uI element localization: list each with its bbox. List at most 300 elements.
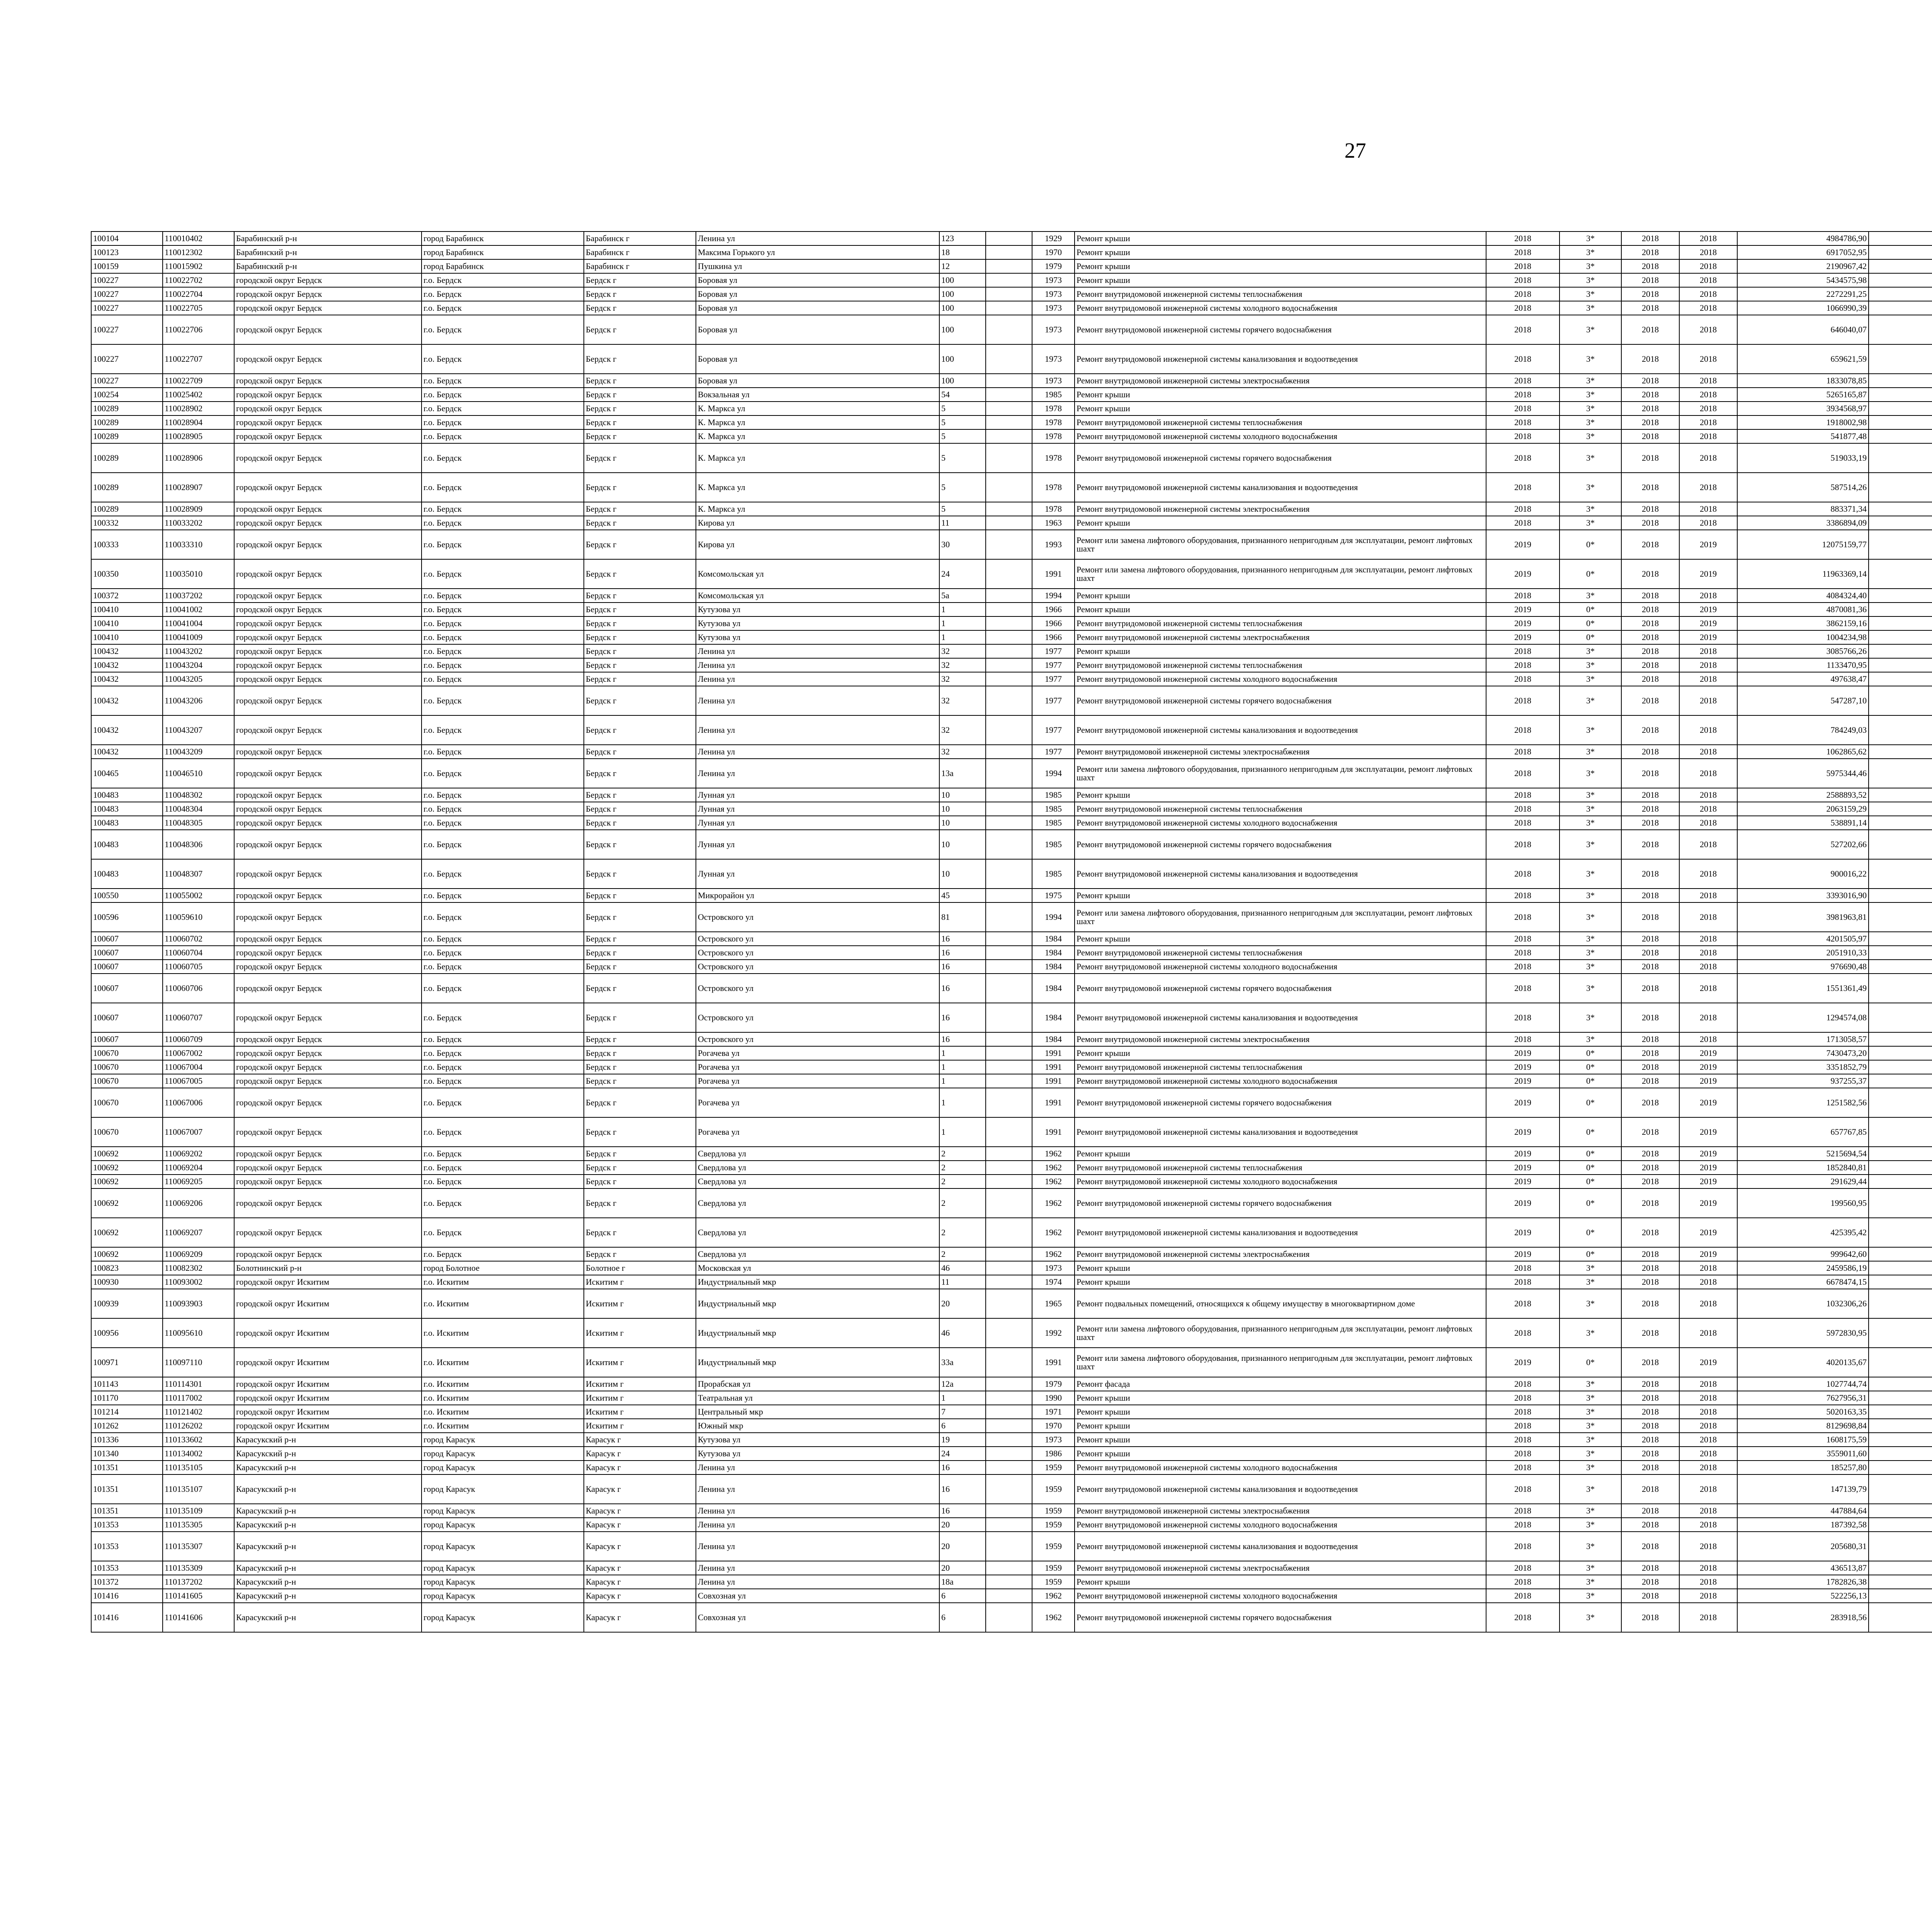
cell-work-type: Ремонт крыши <box>1075 644 1486 658</box>
cell-plan-year: 2018 <box>1486 315 1560 344</box>
cell-municipality: город Карасук <box>422 1603 584 1632</box>
cell-year-built: 1985 <box>1032 830 1075 859</box>
cell-building <box>986 1504 1032 1518</box>
cell-building <box>986 1575 1032 1589</box>
cell-work-type: Ремонт внутридомовой инженерной системы канализования и водоотведения <box>1075 859 1486 889</box>
cell-settlement: Бердск г <box>584 443 696 473</box>
cell-district: городской округ Бердск <box>234 1175 422 1188</box>
cell-end-year: 2018 <box>1679 1447 1737 1461</box>
cell-district: городской округ Бердск <box>234 402 422 415</box>
cell-settlement: Карасук г <box>584 1575 696 1589</box>
cell-total-cost: 3393016,90 <box>1737 889 1869 902</box>
cell-start-year: 2018 <box>1621 530 1679 559</box>
cell-owners-funds <box>1869 502 1932 516</box>
cell-start-year: 2018 <box>1621 830 1679 859</box>
cell-plan-year: 2019 <box>1486 1074 1560 1088</box>
cell-year-built: 1959 <box>1032 1561 1075 1575</box>
cell-street: Лунная ул <box>696 802 939 816</box>
table-row <box>91 344 1932 374</box>
cell-settlement: Карасук г <box>584 1474 696 1504</box>
table-row <box>91 259 1932 273</box>
cell-house: 46 <box>939 1318 986 1348</box>
cell-total-cost: 2272291,25 <box>1737 287 1869 301</box>
cell-building <box>986 658 1032 672</box>
table-row <box>91 232 1932 245</box>
cell-work-type: Ремонт внутридомовой инженерной системы горячего водоснабжения <box>1075 315 1486 344</box>
cell-municipality: г.о. Бердск <box>422 788 584 802</box>
cell-start-year: 2018 <box>1621 1275 1679 1289</box>
cell-start-year: 2018 <box>1621 745 1679 759</box>
cell-total-cost: 436513,87 <box>1737 1561 1869 1575</box>
cell-type: 3* <box>1560 1474 1621 1504</box>
cell-total-cost: 538891,14 <box>1737 816 1869 830</box>
cell-total-cost: 4984786,90 <box>1737 232 1869 245</box>
cell-work-type: Ремонт внутридомовой инженерной системы холодного водоснабжения <box>1075 672 1486 686</box>
cell-code: 110069209 <box>163 1247 234 1261</box>
cell-total-cost: 527202,66 <box>1737 830 1869 859</box>
cell-end-year: 2019 <box>1679 1060 1737 1074</box>
cell-code: 110033202 <box>163 516 234 530</box>
cell-street: Вокзальная ул <box>696 388 939 402</box>
cell-type: 3* <box>1560 287 1621 301</box>
cell-end-year: 2018 <box>1679 1504 1737 1518</box>
cell-house: 10 <box>939 816 986 830</box>
table-row <box>91 672 1932 686</box>
cell-plan-year: 2018 <box>1486 672 1560 686</box>
cell-total-cost: 4201505,97 <box>1737 932 1869 946</box>
cell-end-year: 2018 <box>1679 902 1737 932</box>
cell-total-cost: 3351852,79 <box>1737 1060 1869 1074</box>
cell-code: 110048304 <box>163 802 234 816</box>
cell-total-cost: 7430473,20 <box>1737 1046 1869 1060</box>
cell-id: 100483 <box>91 859 163 889</box>
table-row <box>91 1474 1932 1504</box>
cell-owners-funds <box>1869 1247 1932 1261</box>
cell-work-type: Ремонт крыши <box>1075 245 1486 259</box>
cell-type: 0* <box>1560 530 1621 559</box>
cell-municipality: г.о. Бердск <box>422 443 584 473</box>
cell-settlement: Бердск г <box>584 816 696 830</box>
cell-start-year: 2018 <box>1621 1391 1679 1405</box>
cell-start-year: 2018 <box>1621 715 1679 745</box>
cell-work-type: Ремонт внутридомовой инженерной системы электроснабжения <box>1075 1032 1486 1046</box>
cell-id: 100465 <box>91 759 163 788</box>
cell-work-type: Ремонт внутридомовой инженерной системы горячего водоснабжения <box>1075 1188 1486 1218</box>
table-row <box>91 1532 1932 1561</box>
cell-plan-year: 2018 <box>1486 1433 1560 1447</box>
cell-settlement: Бердск г <box>584 516 696 530</box>
cell-end-year: 2018 <box>1679 1419 1737 1433</box>
table-row <box>91 1275 1932 1289</box>
cell-district: городской округ Бердск <box>234 1074 422 1088</box>
cell-work-type: Ремонт внутридомовой инженерной системы канализования и водоотведения <box>1075 344 1486 374</box>
cell-type: 3* <box>1560 1589 1621 1603</box>
cell-id: 100432 <box>91 644 163 658</box>
cell-year-built: 1984 <box>1032 1003 1075 1032</box>
cell-house: 10 <box>939 788 986 802</box>
cell-year-built: 1991 <box>1032 1088 1075 1117</box>
cell-year-built: 1977 <box>1032 672 1075 686</box>
cell-plan-year: 2018 <box>1486 388 1560 402</box>
cell-street: Островского ул <box>696 974 939 1003</box>
cell-code: 110028902 <box>163 402 234 415</box>
cell-id: 100607 <box>91 932 163 946</box>
cell-street: Свердлова ул <box>696 1175 939 1188</box>
table-row <box>91 415 1932 429</box>
cell-total-cost: 976690,48 <box>1737 960 1869 974</box>
cell-street: К. Маркса ул <box>696 473 939 502</box>
cell-building <box>986 644 1032 658</box>
cell-street: Ленина ул <box>696 745 939 759</box>
cell-code: 110022704 <box>163 287 234 301</box>
cell-year-built: 1994 <box>1032 759 1075 788</box>
cell-owners-funds <box>1869 1518 1932 1532</box>
cell-type: 3* <box>1560 1289 1621 1318</box>
cell-municipality: г.о. Бердск <box>422 415 584 429</box>
cell-house: 100 <box>939 301 986 315</box>
table-row <box>91 1046 1932 1060</box>
cell-total-cost: 1027744,74 <box>1737 1377 1869 1391</box>
cell-code: 110041009 <box>163 630 234 644</box>
cell-end-year: 2018 <box>1679 315 1737 344</box>
cell-street: Пушкина ул <box>696 259 939 273</box>
cell-work-type: Ремонт крыши <box>1075 388 1486 402</box>
cell-end-year: 2019 <box>1679 1046 1737 1060</box>
cell-code: 110082302 <box>163 1261 234 1275</box>
cell-plan-year: 2018 <box>1486 287 1560 301</box>
cell-type: 3* <box>1560 402 1621 415</box>
cell-id: 100670 <box>91 1060 163 1074</box>
cell-id: 101340 <box>91 1447 163 1461</box>
cell-start-year: 2018 <box>1621 1074 1679 1088</box>
cell-start-year: 2018 <box>1621 1504 1679 1518</box>
cell-work-type: Ремонт внутридомовой инженерной системы холодного водоснабжения <box>1075 1074 1486 1088</box>
cell-end-year: 2018 <box>1679 1561 1737 1575</box>
cell-street: Кутузова ул <box>696 630 939 644</box>
cell-work-type: Ремонт крыши <box>1075 589 1486 603</box>
cell-work-type: Ремонт крыши <box>1075 273 1486 287</box>
cell-year-built: 1978 <box>1032 429 1075 443</box>
cell-year-built: 1986 <box>1032 1447 1075 1461</box>
cell-code: 110033310 <box>163 530 234 559</box>
table-row <box>91 1391 1932 1405</box>
page-number: 27 <box>1344 139 1366 163</box>
cell-district: Болотнинский р-н <box>234 1261 422 1275</box>
cell-house: 2 <box>939 1161 986 1175</box>
cell-district: городской округ Бердск <box>234 589 422 603</box>
cell-district: Барабинский р-н <box>234 232 422 245</box>
cell-owners-funds <box>1869 1348 1932 1377</box>
cell-work-type: Ремонт внутридомовой инженерной системы электроснабжения <box>1075 1561 1486 1575</box>
cell-start-year: 2018 <box>1621 1060 1679 1074</box>
cell-house: 7 <box>939 1405 986 1419</box>
cell-settlement: Бердск г <box>584 672 696 686</box>
cell-code: 110035010 <box>163 559 234 589</box>
cell-settlement: Бердск г <box>584 686 696 715</box>
cell-work-type: Ремонт внутридомовой инженерной системы холодного водоснабжения <box>1075 1589 1486 1603</box>
cell-building <box>986 1447 1032 1461</box>
cell-settlement: Бердск г <box>584 974 696 1003</box>
cell-house: 16 <box>939 946 986 960</box>
cell-building <box>986 1603 1032 1632</box>
cell-building <box>986 1088 1032 1117</box>
cell-building <box>986 816 1032 830</box>
cell-building <box>986 1433 1032 1447</box>
cell-code: 110060707 <box>163 1003 234 1032</box>
cell-id: 101143 <box>91 1377 163 1391</box>
cell-owners-funds <box>1869 259 1932 273</box>
cell-type: 3* <box>1560 1504 1621 1518</box>
cell-year-built: 1973 <box>1032 301 1075 315</box>
cell-id: 100432 <box>91 686 163 715</box>
cell-start-year: 2018 <box>1621 1175 1679 1188</box>
cell-building <box>986 589 1032 603</box>
cell-code: 110134002 <box>163 1447 234 1461</box>
cell-type: 3* <box>1560 301 1621 315</box>
cell-municipality: г.о. Бердск <box>422 1032 584 1046</box>
table-row <box>91 1161 1932 1175</box>
cell-settlement: Бердск г <box>584 1074 696 1088</box>
cell-plan-year: 2018 <box>1486 745 1560 759</box>
cell-code: 110037202 <box>163 589 234 603</box>
cell-end-year: 2019 <box>1679 530 1737 559</box>
cell-owners-funds <box>1869 802 1932 816</box>
cell-district: городской округ Искитим <box>234 1377 422 1391</box>
cell-owners-funds <box>1869 1188 1932 1218</box>
cell-house: 12 <box>939 259 986 273</box>
cell-code: 110069205 <box>163 1175 234 1188</box>
cell-code: 110093903 <box>163 1289 234 1318</box>
cell-work-type: Ремонт внутридомовой инженерной системы холодного водоснабжения <box>1075 960 1486 974</box>
cell-type: 3* <box>1560 589 1621 603</box>
cell-type: 3* <box>1560 830 1621 859</box>
table-row <box>91 889 1932 902</box>
cell-street: Боровая ул <box>696 287 939 301</box>
cell-year-built: 1984 <box>1032 946 1075 960</box>
cell-total-cost: 6678474,15 <box>1737 1275 1869 1289</box>
cell-owners-funds <box>1869 1074 1932 1088</box>
cell-settlement: Бердск г <box>584 1175 696 1188</box>
cell-end-year: 2018 <box>1679 960 1737 974</box>
cell-total-cost: 900016,22 <box>1737 859 1869 889</box>
cell-id: 100289 <box>91 402 163 415</box>
cell-house: 16 <box>939 1461 986 1474</box>
cell-owners-funds <box>1869 1117 1932 1147</box>
cell-municipality: г.о. Бердск <box>422 388 584 402</box>
cell-total-cost: 1852840,81 <box>1737 1161 1869 1175</box>
cell-work-type: Ремонт внутридомовой инженерной системы канализования и водоотведения <box>1075 1117 1486 1147</box>
cell-district: Карасукский р-н <box>234 1518 422 1532</box>
cell-work-type: Ремонт или замена лифтового оборудования, признанного непригодным для эксплуатации, ремонт лифтовых шахт <box>1075 759 1486 788</box>
cell-start-year: 2018 <box>1621 429 1679 443</box>
cell-plan-year: 2018 <box>1486 1275 1560 1289</box>
cell-street: Кутузова ул <box>696 1447 939 1461</box>
cell-municipality: г.о. Бердск <box>422 946 584 960</box>
cell-municipality: город Карасук <box>422 1504 584 1518</box>
cell-owners-funds <box>1869 630 1932 644</box>
cell-owners-funds <box>1869 830 1932 859</box>
cell-end-year: 2019 <box>1679 1188 1737 1218</box>
cell-type: 0* <box>1560 616 1621 630</box>
cell-plan-year: 2019 <box>1486 1088 1560 1117</box>
cell-settlement: Бердск г <box>584 1046 696 1060</box>
cell-house: 45 <box>939 889 986 902</box>
cell-code: 110043209 <box>163 745 234 759</box>
cell-street: Кутузова ул <box>696 603 939 616</box>
cell-work-type: Ремонт внутридомовой инженерной системы горячего водоснабжения <box>1075 443 1486 473</box>
cell-house: 16 <box>939 932 986 946</box>
cell-street: Свердлова ул <box>696 1188 939 1218</box>
cell-work-type: Ремонт внутридомовой инженерной системы холодного водоснабжения <box>1075 816 1486 830</box>
cell-type: 3* <box>1560 672 1621 686</box>
cell-district: городской округ Бердск <box>234 946 422 960</box>
cell-settlement: Барабинск г <box>584 245 696 259</box>
cell-district: городской округ Искитим <box>234 1405 422 1419</box>
cell-district: городской округ Бердск <box>234 559 422 589</box>
cell-plan-year: 2018 <box>1486 415 1560 429</box>
cell-street: Центральный мкр <box>696 1405 939 1419</box>
cell-total-cost: 522256,13 <box>1737 1589 1869 1603</box>
cell-district: городской округ Бердск <box>234 344 422 374</box>
cell-total-cost: 1004234,98 <box>1737 630 1869 644</box>
cell-house: 100 <box>939 315 986 344</box>
cell-district: Барабинский р-н <box>234 259 422 273</box>
cell-total-cost: 3386894,09 <box>1737 516 1869 530</box>
cell-work-type: Ремонт внутридомовой инженерной системы горячего водоснабжения <box>1075 686 1486 715</box>
cell-district: городской округ Бердск <box>234 502 422 516</box>
cell-district: городской округ Бердск <box>234 859 422 889</box>
cell-total-cost: 291629,44 <box>1737 1175 1869 1188</box>
cell-id: 100227 <box>91 273 163 287</box>
cell-year-built: 1992 <box>1032 1318 1075 1348</box>
cell-street: Лунная ул <box>696 816 939 830</box>
cell-year-built: 1973 <box>1032 315 1075 344</box>
cell-start-year: 2018 <box>1621 672 1679 686</box>
cell-start-year: 2018 <box>1621 1003 1679 1032</box>
cell-municipality: г.о. Бердск <box>422 658 584 672</box>
cell-street: Островского ул <box>696 946 939 960</box>
cell-municipality: г.о. Бердск <box>422 1188 584 1218</box>
cell-owners-funds <box>1869 1532 1932 1561</box>
cell-building <box>986 1474 1032 1504</box>
cell-house: 18 <box>939 245 986 259</box>
cell-owners-funds <box>1869 1391 1932 1405</box>
cell-building <box>986 1461 1032 1474</box>
table-row <box>91 301 1932 315</box>
cell-total-cost: 646040,07 <box>1737 315 1869 344</box>
cell-owners-funds <box>1869 889 1932 902</box>
cell-total-cost: 541877,48 <box>1737 429 1869 443</box>
cell-start-year: 2018 <box>1621 1447 1679 1461</box>
cell-district: городской округ Бердск <box>234 932 422 946</box>
cell-municipality: г.о. Бердск <box>422 630 584 644</box>
cell-type: 0* <box>1560 1348 1621 1377</box>
cell-building <box>986 1419 1032 1433</box>
cell-settlement: Карасук г <box>584 1532 696 1561</box>
cell-building <box>986 245 1032 259</box>
cell-house: 123 <box>939 232 986 245</box>
cell-house: 1 <box>939 1074 986 1088</box>
cell-house: 32 <box>939 644 986 658</box>
cell-code: 110141606 <box>163 1603 234 1632</box>
cell-house: 2 <box>939 1188 986 1218</box>
cell-total-cost: 3862159,16 <box>1737 616 1869 630</box>
cell-work-type: Ремонт внутридомовой инженерной системы холодного водоснабжения <box>1075 1175 1486 1188</box>
cell-municipality: г.о. Бердск <box>422 1247 584 1261</box>
cell-owners-funds <box>1869 516 1932 530</box>
cell-total-cost: 1032306,26 <box>1737 1289 1869 1318</box>
cell-plan-year: 2018 <box>1486 960 1560 974</box>
cell-street: Ленина ул <box>696 759 939 788</box>
cell-end-year: 2018 <box>1679 443 1737 473</box>
cell-municipality: город Карасук <box>422 1561 584 1575</box>
cell-type: 3* <box>1560 1461 1621 1474</box>
cell-start-year: 2018 <box>1621 1589 1679 1603</box>
cell-start-year: 2018 <box>1621 1603 1679 1632</box>
cell-owners-funds <box>1869 530 1932 559</box>
cell-district: городской округ Искитим <box>234 1391 422 1405</box>
cell-year-built: 1962 <box>1032 1175 1075 1188</box>
cell-owners-funds <box>1869 287 1932 301</box>
table-row <box>91 429 1932 443</box>
cell-settlement: Бердск г <box>584 559 696 589</box>
cell-house: 1 <box>939 1117 986 1147</box>
cell-building <box>986 1318 1032 1348</box>
cell-municipality: г.о. Бердск <box>422 759 584 788</box>
cell-house: 32 <box>939 745 986 759</box>
cell-building <box>986 1175 1032 1188</box>
cell-municipality: г.о. Бердск <box>422 559 584 589</box>
cell-house: 20 <box>939 1532 986 1561</box>
cell-end-year: 2018 <box>1679 429 1737 443</box>
cell-work-type: Ремонт крыши <box>1075 232 1486 245</box>
cell-municipality: город Барабинск <box>422 232 584 245</box>
cell-total-cost: 2063159,29 <box>1737 802 1869 816</box>
cell-owners-funds <box>1869 245 1932 259</box>
cell-year-built: 1973 <box>1032 273 1075 287</box>
cell-district: городской округ Бердск <box>234 630 422 644</box>
cell-total-cost: 3934568,97 <box>1737 402 1869 415</box>
cell-end-year: 2018 <box>1679 1603 1737 1632</box>
cell-end-year: 2019 <box>1679 1088 1737 1117</box>
cell-total-cost: 4020135,67 <box>1737 1348 1869 1377</box>
cell-street: Ленина ул <box>696 1518 939 1532</box>
cell-settlement: Бердск г <box>584 759 696 788</box>
cell-settlement: Бердск г <box>584 287 696 301</box>
cell-start-year: 2018 <box>1621 1461 1679 1474</box>
cell-end-year: 2019 <box>1679 1161 1737 1175</box>
cell-type: 3* <box>1560 686 1621 715</box>
cell-code: 110043206 <box>163 686 234 715</box>
cell-owners-funds <box>1869 1261 1932 1275</box>
cell-district: городской округ Бердск <box>234 1188 422 1218</box>
cell-type: 3* <box>1560 802 1621 816</box>
cell-settlement: Бердск г <box>584 273 696 287</box>
cell-building <box>986 388 1032 402</box>
table-row <box>91 1603 1932 1632</box>
cell-house: 16 <box>939 1474 986 1504</box>
cell-id: 100607 <box>91 960 163 974</box>
cell-municipality: г.о. Искитим <box>422 1289 584 1318</box>
cell-building <box>986 1074 1032 1088</box>
cell-start-year: 2018 <box>1621 616 1679 630</box>
cell-settlement: Бердск г <box>584 889 696 902</box>
cell-municipality: г.о. Бердск <box>422 816 584 830</box>
cell-end-year: 2018 <box>1679 1003 1737 1032</box>
cell-owners-funds <box>1869 429 1932 443</box>
cell-end-year: 2019 <box>1679 1247 1737 1261</box>
cell-plan-year: 2018 <box>1486 1405 1560 1419</box>
